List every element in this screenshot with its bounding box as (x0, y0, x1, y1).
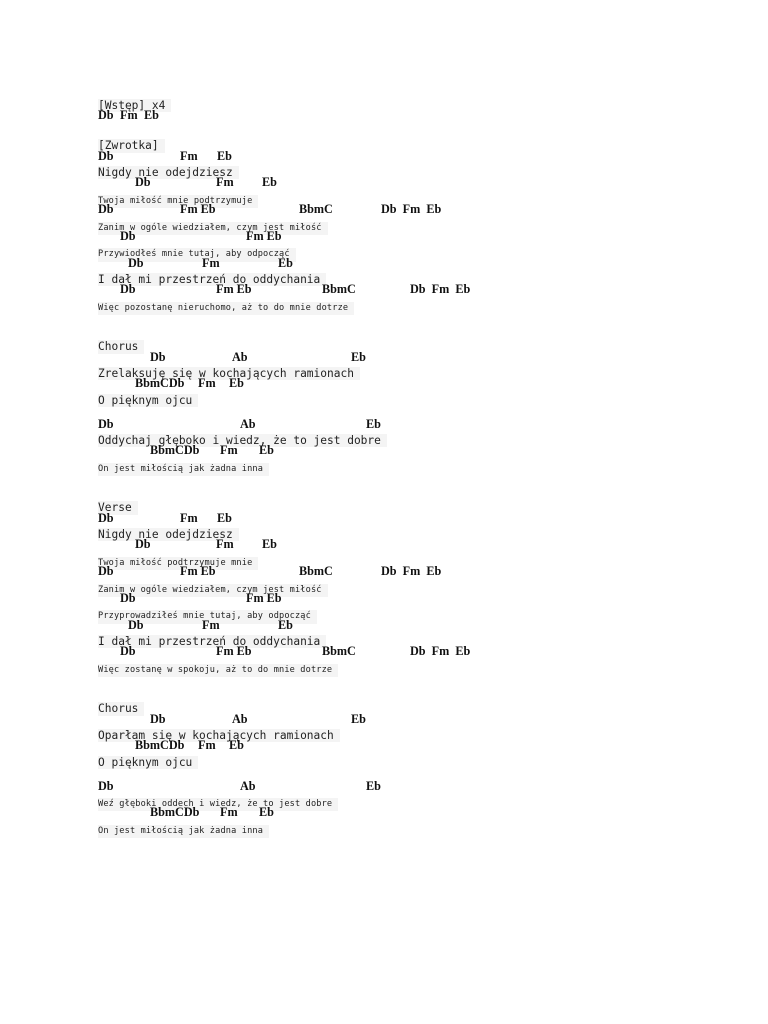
chord: Eb (144, 108, 159, 123)
lyric-line (98, 753, 718, 769)
chord: BbmC (322, 282, 356, 297)
chord-line (98, 203, 718, 216)
chord: Eb (259, 805, 274, 820)
chord: Fm Eb (216, 282, 252, 297)
section-label: Verse (98, 501, 138, 514)
chord-sheet (98, 96, 718, 836)
chord-line (98, 645, 718, 658)
lyric-line (98, 726, 718, 743)
chord: Db (135, 537, 151, 552)
section-label-line (98, 96, 718, 112)
chord: Fm (198, 376, 216, 391)
chord: Db (120, 590, 136, 605)
spacer (98, 123, 718, 136)
chord: Ab (232, 349, 248, 364)
lyric-line (98, 820, 718, 836)
chord: Fm (120, 108, 138, 123)
chord: Fm (180, 148, 198, 163)
chord: Eb (351, 349, 366, 364)
chord: Db Fm Eb (381, 202, 442, 217)
section-label-line (98, 136, 718, 153)
lyric-line (98, 659, 718, 675)
chord: Db (120, 644, 136, 659)
chord: Fm (220, 443, 238, 458)
chord: Fm (216, 537, 234, 552)
section-label: [Wstęp] x4 (98, 99, 171, 112)
chord: Db Fm Eb (410, 644, 471, 659)
chord: Eb (278, 255, 293, 270)
section-label: Chorus (98, 340, 144, 353)
chord: Fm Eb (246, 590, 282, 605)
lyric-text: Więc pozostanę nieruchomo, aż to do mnie dotrze (98, 302, 354, 315)
lyric-text: Przywiodłeś mnie tutaj, aby odpocząć (98, 248, 296, 261)
chord-line (98, 109, 718, 122)
chord: Eb (262, 537, 277, 552)
chord: Eb (366, 416, 381, 431)
chord: BbmC (299, 564, 333, 579)
lyric-text: Oddychaj głęboko i wiedz, że to jest dobre (98, 434, 387, 447)
chord: Eb (366, 778, 381, 793)
chord: Db (135, 175, 151, 190)
chord: BbmC (322, 644, 356, 659)
chord-line (98, 565, 718, 578)
lyric-line (98, 391, 718, 407)
lyric-text: Twoja miłość podtrzymuje mnie (98, 557, 258, 570)
chord: Db (98, 564, 114, 579)
chord: BbmC (299, 202, 333, 217)
chord-line (98, 283, 718, 296)
chord-line (98, 377, 718, 390)
lyric-line (98, 431, 718, 447)
lyric-text: Zrelaksuję się w kochających ramionach (98, 367, 360, 380)
chord: Ab (240, 778, 256, 793)
chord: Fm (180, 510, 198, 525)
chord-line (98, 806, 718, 819)
lyric-text: On jest miłością jak żadna inna (98, 825, 269, 838)
chord-line (98, 780, 718, 793)
chord: BbmCDb (150, 443, 200, 458)
chord: Fm Eb (180, 202, 216, 217)
chord: Eb (229, 376, 244, 391)
chord: Db (120, 282, 136, 297)
chord: Eb (262, 175, 277, 190)
chord: Db (98, 148, 114, 163)
lyric-text: Oparłam się w kochających ramionach (98, 729, 340, 742)
section-label: Chorus (98, 702, 144, 715)
lyric-line (98, 217, 718, 233)
chord: BbmCDb (135, 738, 185, 753)
lyric-line (98, 632, 718, 649)
lyric-text: Zanim w ogóle wiedziałem, czym jest miłość (98, 222, 328, 235)
chord: Db (128, 255, 144, 270)
lyric-text: I dał mi przestrzeń do oddychania (98, 635, 326, 648)
chord: Eb (351, 711, 366, 726)
chord: Eb (278, 617, 293, 632)
chord: Db (98, 108, 114, 123)
chord: Db (120, 228, 136, 243)
section-label-line (98, 337, 718, 354)
chord: Eb (229, 738, 244, 753)
lyric-line (98, 364, 718, 381)
chord: Db (150, 711, 166, 726)
chord: Ab (232, 711, 248, 726)
chord: Fm (202, 617, 220, 632)
lyric-line (98, 270, 718, 287)
section-label-line (98, 498, 718, 515)
lyric-line (98, 579, 718, 595)
chord-line (98, 592, 718, 605)
chord: BbmCDb (135, 376, 185, 391)
chord: BbmCDb (150, 805, 200, 820)
chord: Eb (217, 510, 232, 525)
chord: Eb (259, 443, 274, 458)
chord: Fm (216, 175, 234, 190)
chord: Fm (220, 805, 238, 820)
section-label-line (98, 699, 718, 716)
chord: Ab (240, 416, 256, 431)
lyric-text: Weź głęboki oddech i wiedz, że to jest dobre (98, 798, 338, 811)
chord-line (98, 257, 718, 270)
chord-line (98, 150, 718, 163)
lyric-line (98, 525, 718, 541)
chord-line (98, 713, 718, 726)
lyric-text: Nigdy nie odejdziesz (98, 528, 239, 541)
chord: Db (150, 349, 166, 364)
lyric-text: Przyprowadziłeś mnie tutaj, aby odpocząć (98, 610, 317, 623)
lyric-text: O pięknym ojcu (98, 756, 198, 769)
chord: Db (98, 202, 114, 217)
lyric-line (98, 552, 718, 568)
chord-line (98, 538, 718, 551)
lyric-line (98, 163, 718, 179)
chord: Fm (202, 255, 220, 270)
chord: Db Fm Eb (410, 282, 471, 297)
lyric-text: I dał mi przestrzeń do oddychania (98, 273, 326, 286)
chord: Fm Eb (246, 228, 282, 243)
chord-line (98, 444, 718, 457)
lyric-line (98, 605, 718, 622)
lyric-text: Więc zostanę w spokoju, aż to do mnie dotrze (98, 664, 338, 677)
chord: Db (98, 510, 114, 525)
chord-line (98, 739, 718, 752)
chord: Db (128, 617, 144, 632)
lyric-text: Twoja miłość mnie podtrzymuje (98, 195, 258, 208)
lyric-line (98, 190, 718, 206)
lyric-line (98, 297, 718, 313)
chord: Db (98, 416, 114, 431)
section-label: [Zwrotka] (98, 139, 165, 152)
lyric-text: Nigdy nie odejdziesz (98, 166, 239, 179)
chord: Fm Eb (180, 564, 216, 579)
chord: Fm Eb (216, 644, 252, 659)
chord: Db Fm Eb (381, 564, 442, 579)
lyric-text: O pięknym ojcu (98, 394, 198, 407)
lyric-line (98, 243, 718, 260)
chord-line (98, 176, 718, 189)
chord: Fm (198, 738, 216, 753)
lyric-line (98, 793, 718, 809)
chord-line (98, 619, 718, 632)
chord: Eb (217, 148, 232, 163)
lyric-text: On jest miłością jak żadna inna (98, 463, 269, 476)
chord-line (98, 418, 718, 431)
lyric-line (98, 458, 718, 474)
lyric-text: Zanim w ogóle wiedziałem, czym jest miłość (98, 584, 328, 597)
chord-line (98, 351, 718, 364)
chord-line (98, 512, 718, 525)
chord: Db (98, 778, 114, 793)
chord-line (98, 230, 718, 243)
